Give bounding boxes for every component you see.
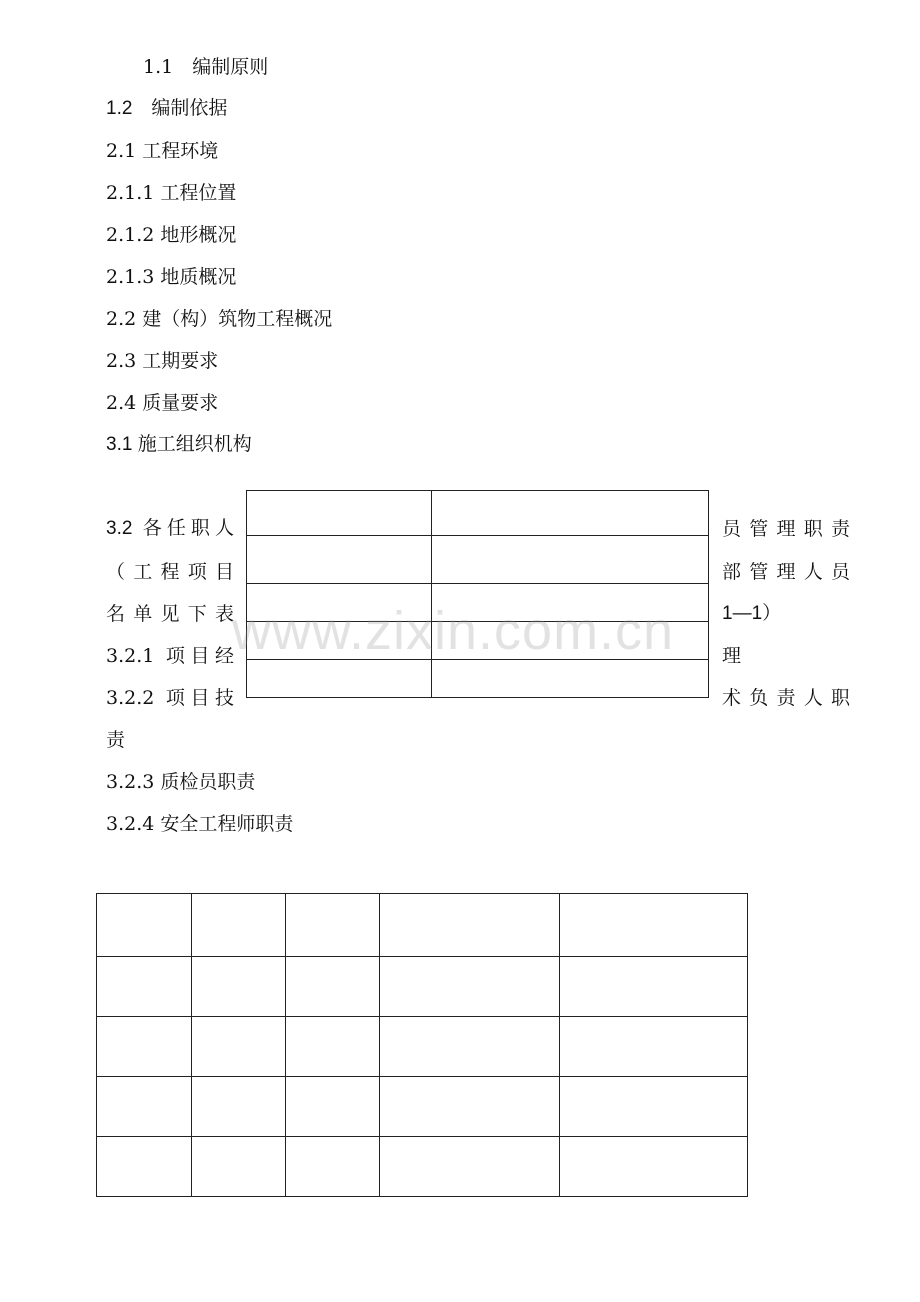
heading-2-2: 2.2 建（构）筑物工程概况 [106,308,333,330]
table-cell [432,536,709,584]
wrap-left-line-3: 名单见下表 [106,603,234,625]
wrap-left-line-4: 3.2.1 项目经 [106,645,234,667]
table-cell [286,1077,380,1137]
table-cell [380,1017,560,1077]
wrap-right-line-2: 部管理人员 [722,561,850,583]
heading-2-1-1: 2.1.1 工程位置 [106,182,237,204]
table-cell [432,660,709,698]
table-cell [286,1137,380,1197]
wrap-right-line-5: 术负责人职 [722,687,850,709]
table-row [97,1077,748,1137]
watermark: www.zixin.com.cn [232,601,675,661]
wrap-left-line-5: 3.2.2 项目技 [106,687,234,709]
heading-3-2-4: 3.2.4 安全工程师职责 [106,813,294,835]
table-cell [380,1077,560,1137]
table-cell [380,1137,560,1197]
table-cell [286,957,380,1017]
table-cell [560,1017,748,1077]
table-cell [192,1077,286,1137]
table-cell [247,536,432,584]
table-row [247,491,709,536]
heading-1-2: 1.2 编制依据 [106,98,228,119]
heading-2-1: 2.1 工程环境 [106,140,219,162]
table-row [97,1017,748,1077]
table-cell [97,1137,192,1197]
table-row [97,957,748,1017]
table-cell [97,1017,192,1077]
table-cell [247,491,432,536]
table-cell [192,957,286,1017]
heading-2-4: 2.4 质量要求 [106,392,219,414]
wrap-right-line-4: 理 [722,645,742,667]
table-cell [560,1137,748,1197]
table-cell [192,1017,286,1077]
table-cell [97,1077,192,1137]
personnel-table-small [246,490,709,698]
table-cell [97,894,192,957]
table-cell [286,894,380,957]
heading-3-2-3: 3.2.3 质检员职责 [106,771,256,793]
table-cell [192,1137,286,1197]
wrap-right-line-3: 1—1） [722,603,782,624]
table-cell [560,894,748,957]
table-cell [247,660,432,698]
heading-2-1-2: 2.1.2 地形概况 [106,224,237,246]
table-cell [286,1017,380,1077]
table-cell [432,491,709,536]
table-cell [192,894,286,957]
table-cell [560,1077,748,1137]
heading-1-1: 1.1 编制原则 [143,56,269,78]
table-row [97,1137,748,1197]
wrap-left-line-1: 3.2 各任职人 [106,518,234,539]
heading-3-1: 3.1 施工组织机构 [106,434,252,455]
wrap-tail: 责 [106,729,126,751]
table-cell [560,957,748,1017]
table-row [247,660,709,698]
table-cell [97,957,192,1017]
heading-2-1-3: 2.1.3 地质概况 [106,266,237,288]
wrap-right-line-1: 员管理职责 [722,518,850,540]
table-cell [380,957,560,1017]
heading-2-3: 2.3 工期要求 [106,350,219,372]
responsibility-table [96,893,748,1197]
table-row [247,536,709,584]
table-cell [380,894,560,957]
table-row [97,894,748,957]
wrap-left-line-2: （工程项目 [106,561,234,583]
